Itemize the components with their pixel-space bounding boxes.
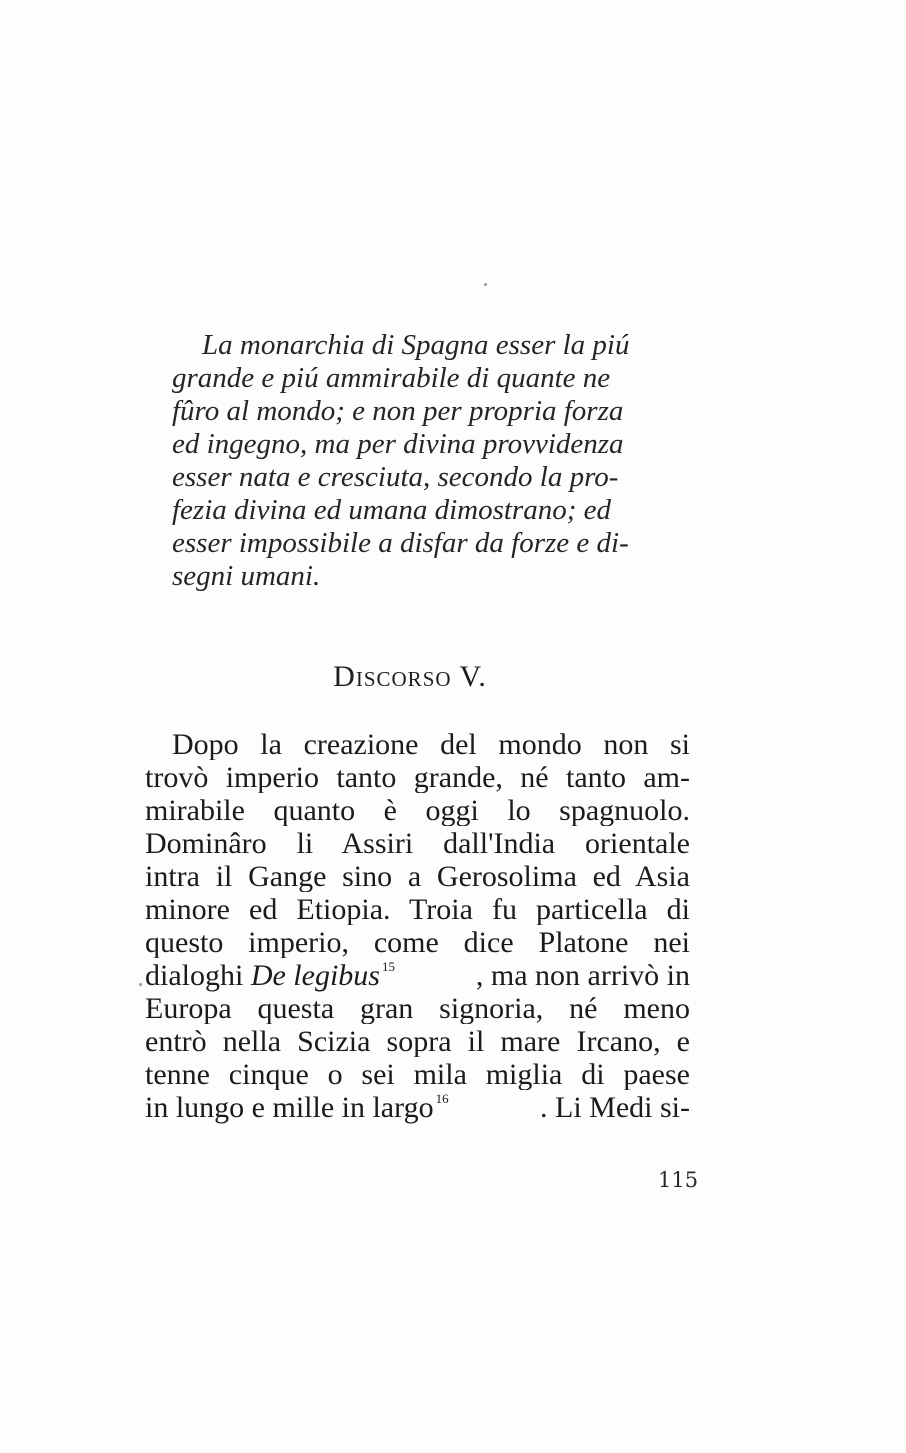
argument-line-4: ed ingegno, ma per divina provvidenza bbox=[172, 428, 624, 460]
footnote-marker-15: 15 bbox=[381, 959, 395, 974]
body-line-9: Europa questa gran signoria, né meno bbox=[145, 994, 690, 1024]
argument-line-7: esser impossibile a disfar da forze e di- bbox=[172, 527, 629, 559]
body-line-12-end: . Li Medi si- bbox=[540, 1091, 690, 1124]
body-line-7: questo imperio, come dice Platone nei bbox=[145, 928, 690, 958]
page-number: 115 bbox=[658, 1168, 699, 1192]
body-line-3: mirabile quanto è oggi lo spagnuolo. bbox=[145, 796, 690, 826]
heading-label: Discorso bbox=[333, 660, 452, 693]
body-line-12-start: in lungo e mille in largo bbox=[145, 1091, 434, 1124]
argument-line-3: fûro al mondo; e non per propria forza bbox=[172, 395, 624, 427]
body-line-12 bbox=[145, 1093, 690, 1123]
print-speck bbox=[139, 983, 142, 986]
argument-line-8: segni umani. bbox=[172, 560, 321, 592]
body-line-10: entrò nella Scizia sopra il mare Ircano, e bbox=[145, 1027, 690, 1057]
body-line-8 bbox=[145, 961, 690, 991]
body-line-8-end: , ma non arrivò in bbox=[475, 959, 690, 992]
argument-line-2: grande e piú ammirabile di quante ne bbox=[172, 362, 611, 394]
book-title-de-legibus: De legibus bbox=[250, 959, 380, 992]
print-speck bbox=[484, 283, 487, 286]
body-line-2: trovò imperio tanto grande, né tanto am- bbox=[145, 763, 690, 793]
footnote-marker-16: 16 bbox=[435, 1091, 449, 1106]
body-line-8-start: dialoghi bbox=[145, 959, 244, 992]
argument-line-1: La monarchia di Spagna esser la piú bbox=[202, 329, 630, 361]
body-line-6: minore ed Etiopia. Troia fu particella di bbox=[145, 895, 690, 925]
argument-line-6: fezia divina ed umana dimostrano; ed bbox=[172, 494, 611, 526]
argument-line-5: esser nata e cresciuta, secondo la pro- bbox=[172, 461, 619, 493]
heading-numeral: V. bbox=[459, 660, 487, 693]
body-line-4: Dominâro li Assiri dall'India orientale bbox=[145, 829, 690, 859]
body-line-5: intra il Gange sino a Gerosolima ed Asia bbox=[145, 862, 690, 892]
body-line-1: Dopo la creazione del mondo non si bbox=[172, 730, 690, 760]
section-heading bbox=[0, 660, 820, 694]
body-line-11: tenne cinque o sei mila miglia di paese bbox=[145, 1060, 690, 1090]
